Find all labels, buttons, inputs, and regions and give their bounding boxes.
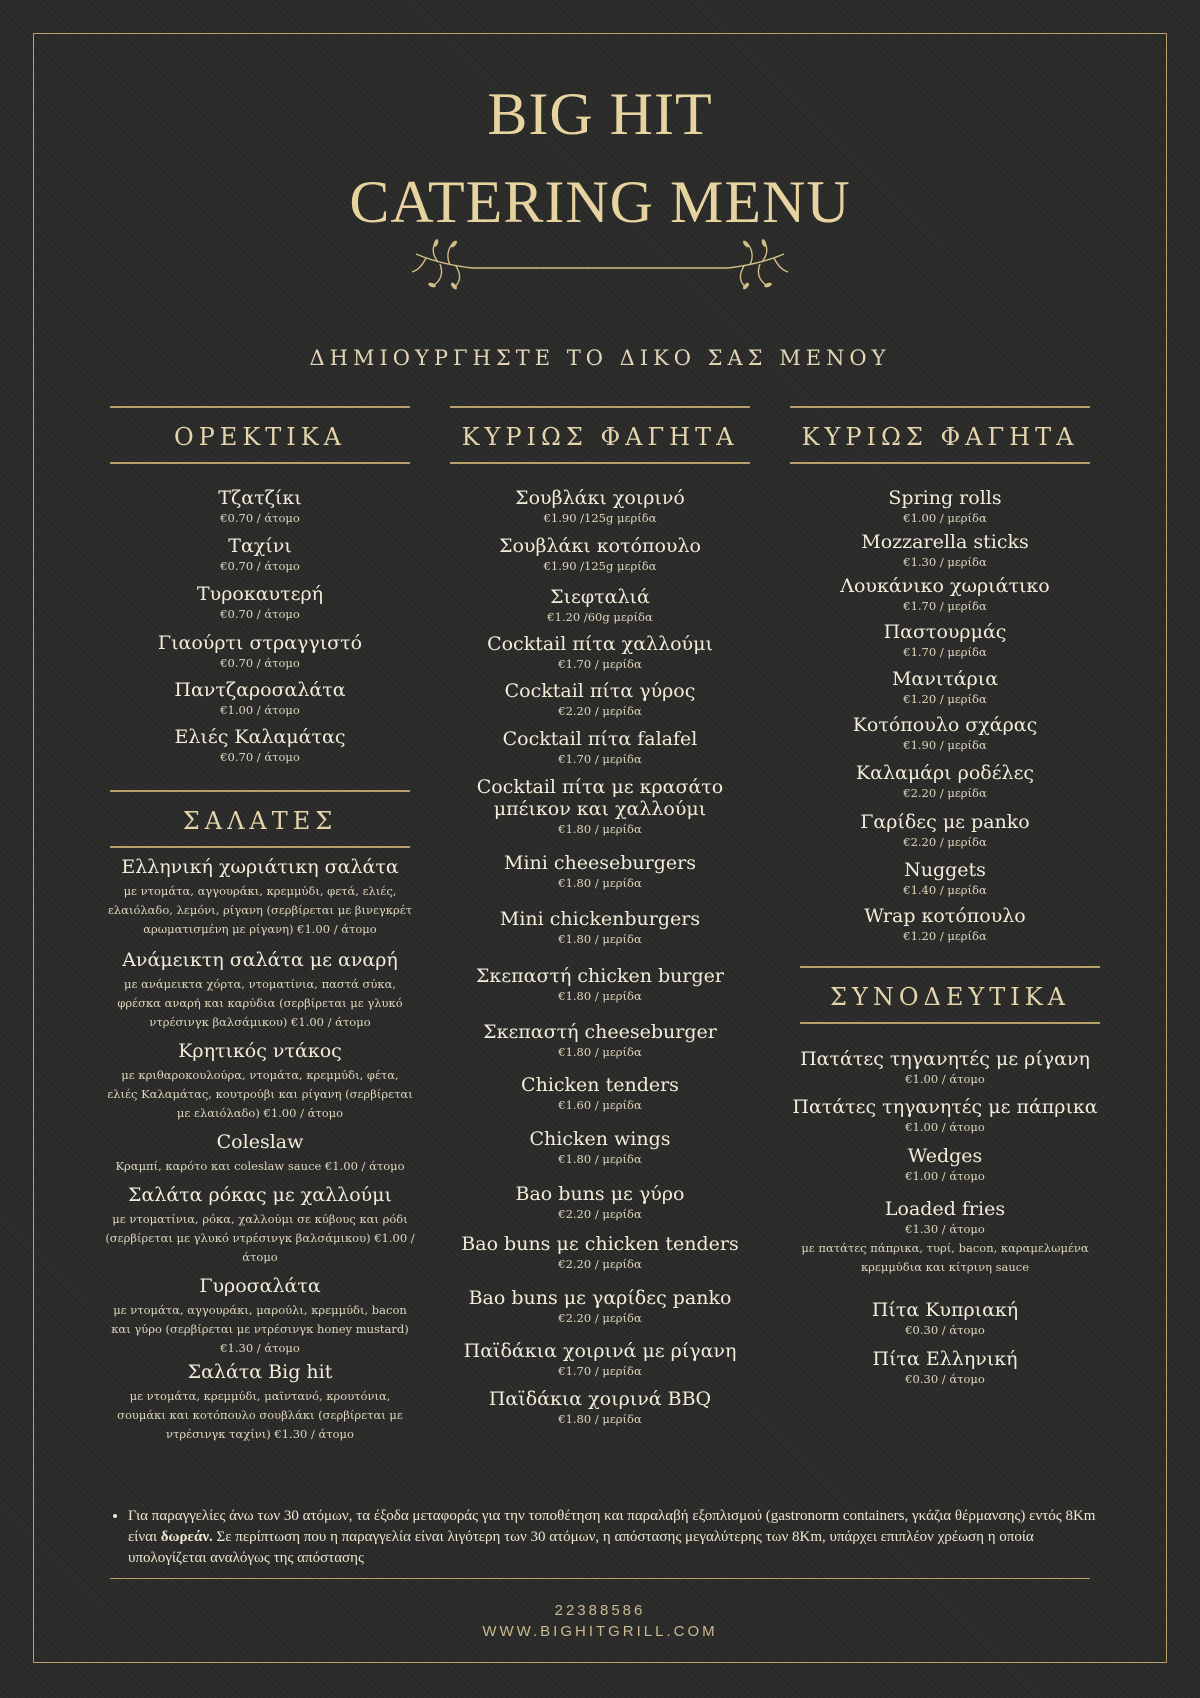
- section-heading-kyria-1: ΚΥΡΙΩΣ ΦΑΓΗΤΑ: [450, 406, 750, 464]
- menu-item: Wedges €1.00 / άτομο: [905, 1145, 985, 1183]
- footer-phone: 22388586: [554, 1602, 646, 1619]
- title-line-2: CATERING MENU: [349, 169, 851, 235]
- menu-item: Ανάμεικτη σαλάτα με αναρή με ανάμεικτα χόρτα, ντοματίνια, παστά σύκα, φρέσκα αναρή και καρύδια (σερβίρεται με γλυκό ντρέσινγκ βαλσάμικου) €1.00 / άτομο: [117, 949, 403, 1029]
- menu-item: Σαλάτα Big hit με ντομάτα, κρεμμύδι, μαϊντανό, κρουτόνια, σουμάκι και κοτόπουλο σουβλάκι (σερβίρεται με ντρέσινγκ ταχίνι) €1.30 / άτομο: [117, 1361, 403, 1441]
- menu-item: Γυροσαλάτα με ντομάτα, αγγουράκι, μαρούλι, κρεμμύδι, bacon και γύρο (σερβίρεται με ντρέσινγκ honey mustard) €1.30 / άτομο: [111, 1275, 409, 1355]
- menu-item: Ελιές Καλαμάτας €0.70 / άτομο: [174, 726, 346, 764]
- menu-item: Παϊδάκια χοιρινά BBQ €1.80 / μερίδα: [488, 1388, 712, 1426]
- menu-item: Πατάτες τηγανητές με ρίγανη €1.00 / άτομο: [800, 1048, 1090, 1086]
- menu-item: Ελληνική χωριάτικη σαλάτα με ντομάτα, αγγουράκι, κρεμμύδι, φετά, ελιές, ελαιόλαδο, λεμόνι, ρίγανη (σερβίρεται με βινεγκρέτ αρωματισμένη με ρίγανη) €1.00 / άτομο: [107, 856, 413, 936]
- menu-item: Loaded fries €1.30 / άτομο με πατάτες πάπρικα, τυρί, bacon, καραμελωμένα κρεμμύδια και κίτρινη sauce: [801, 1198, 1089, 1275]
- delivery-note: [110, 1506, 1100, 1569]
- section-heading-orektika: ΟΡΕΚΤΙΚΑ: [110, 406, 410, 464]
- menu-item: Λουκάνικο χωριάτικο €1.70 / μερίδα: [840, 575, 1050, 613]
- menu-item: Τζατζίκι €0.70 / άτομο: [218, 487, 302, 525]
- laurel-divider-icon: [410, 238, 790, 290]
- menu-item: Cocktail πίτα με κρασάτο μπέικον και χαλλούμι €1.80 / μερίδα: [476, 776, 724, 836]
- menu-item: Σουβλάκι χοιρινό €1.90 /125g μερίδα: [515, 487, 685, 525]
- menu-item: Nuggets €1.40 / μερίδα: [903, 859, 987, 897]
- delivery-note-item: • Για παραγγελίες άνω των 30 ατόμων, τα έξοδα μεταφοράς για την τοποθέτηση και παραλαβή εξοπλισμού (gastronorm containers, γκάζια θέρμανσης) εντός 8Km είναι δωρεάν. Σε περίπτωση που η παραγγελία είναι λιγότερη των 30 ατόμων, η απόστασης μεγαλύτερης των 8Km, υπάρχει επιπλέον χρέωση η οποία υπολογίζεται αναλόγως της απόστασης: [128, 1506, 1100, 1569]
- menu-item: Mozzarella sticks €1.30 / μερίδα: [861, 531, 1029, 569]
- menu-item: Spring rolls €1.00 / μερίδα: [888, 487, 1002, 525]
- menu-item: Γαρίδες με panko €2.20 / μερίδα: [860, 811, 1030, 849]
- menu-item: Wrap κοτόπουλο €1.20 / μερίδα: [864, 905, 1026, 943]
- menu-item: Τυροκαυτερή €0.70 / άτομο: [197, 583, 323, 621]
- menu-item: Σαλάτα ρόκας με χαλλούμι με ντοματίνια, ρόκα, χαλλούμι σε κύβους και ρόδι (σερβίρεται με γλυκό ντρέσινγκ βαλσάμικου) €1.00 / άτομο: [105, 1184, 415, 1264]
- menu-item: Πατάτες τηγανητές με πάπρικα €1.00 / άτομο: [792, 1096, 1098, 1134]
- menu-item: Bao buns με chicken tenders €2.20 / μερίδα: [461, 1233, 739, 1271]
- menu-item: Σκεπαστή chicken burger €1.80 / μερίδα: [476, 965, 724, 1003]
- subtitle: ΔΗΜΙΟΥΡΓΗΣΤΕ ΤΟ ΔΙΚΟ ΣΑΣ ΜΕΝΟΥ: [309, 346, 891, 370]
- menu-item: Ταχίνι €0.70 / άτομο: [220, 535, 300, 573]
- menu-item: Chicken wings €1.80 / μερίδα: [529, 1128, 671, 1166]
- menu-item: Mini cheeseburgers €1.80 / μερίδα: [504, 852, 696, 890]
- menu-item: Cocktail πίτα γύρος €2.20 / μερίδα: [504, 680, 696, 718]
- menu-item: Σιεφταλιά €1.20 /60g μερίδα: [547, 586, 653, 624]
- menu-item: Πίτα Ελληνική €0.30 / άτομο: [872, 1348, 1018, 1386]
- menu-item: Σουβλάκι κοτόπουλο €1.90 /125g μερίδα: [499, 535, 701, 573]
- title-line-1: BIG HIT: [487, 81, 713, 147]
- menu-item: Σκεπαστή cheeseburger €1.80 / μερίδα: [483, 1021, 717, 1059]
- menu-item: Bao buns με γύρο €2.20 / μερίδα: [515, 1183, 685, 1221]
- footer-divider: [110, 1578, 1090, 1579]
- menu-item: Κοτόπουλο σχάρας €1.90 / μερίδα: [852, 714, 1038, 752]
- menu-item: Μανιτάρια €1.20 / μερίδα: [891, 668, 999, 706]
- section-heading-salates: ΣΑΛΑΤΕΣ: [110, 790, 410, 848]
- menu-item: Παστουρμάς €1.70 / μερίδα: [883, 621, 1007, 659]
- section-heading-kyria-2: ΚΥΡΙΩΣ ΦΑΓΗΤΑ: [790, 406, 1090, 464]
- menu-item: Cocktail πίτα χαλλούμι €1.70 / μερίδα: [487, 633, 713, 671]
- menu-item: Παντζαροσαλάτα €1.00 / άτομο: [174, 679, 346, 717]
- menu-item: Κρητικός ντάκος με κριθαροκουλούρα, ντομάτα, κρεμμύδι, φέτα, ελιές Καλαμάτας, κουτρούβι και ρίγανη (σερβίρεται με ελαιόλαδο) €1.00 / άτομο: [107, 1040, 413, 1120]
- menu-item: Καλαμάρι ροδέλες €2.20 / μερίδα: [855, 762, 1035, 800]
- menu-item: Coleslaw Κραμπί, καρότο και coleslaw sauce €1.00 / άτομο: [115, 1131, 405, 1173]
- menu-item: Chicken tenders €1.60 / μερίδα: [521, 1074, 679, 1112]
- menu-item: Πίτα Κυπριακή €0.30 / άτομο: [871, 1299, 1019, 1337]
- section-heading-synodeutika: ΣΥΝΟΔΕΥΤΙΚΑ: [800, 966, 1100, 1024]
- menu-item: Γιαούρτι στραγγιστό €0.70 / άτομο: [157, 632, 363, 670]
- menu-item: Cocktail πίτα falafel €1.70 / μερίδα: [502, 728, 698, 766]
- footer-website: WWW.BIGHITGRILL.COM: [482, 1623, 718, 1640]
- menu-item: Παϊδάκια χοιρινά με ρίγανη €1.70 / μερίδα: [463, 1340, 737, 1378]
- menu-item: Bao buns με γαρίδες panko €2.20 / μερίδα: [468, 1287, 732, 1325]
- delivery-note-bold: δωρεάν.: [160, 1529, 213, 1545]
- menu-item: Mini chickenburgers €1.80 / μερίδα: [499, 908, 701, 946]
